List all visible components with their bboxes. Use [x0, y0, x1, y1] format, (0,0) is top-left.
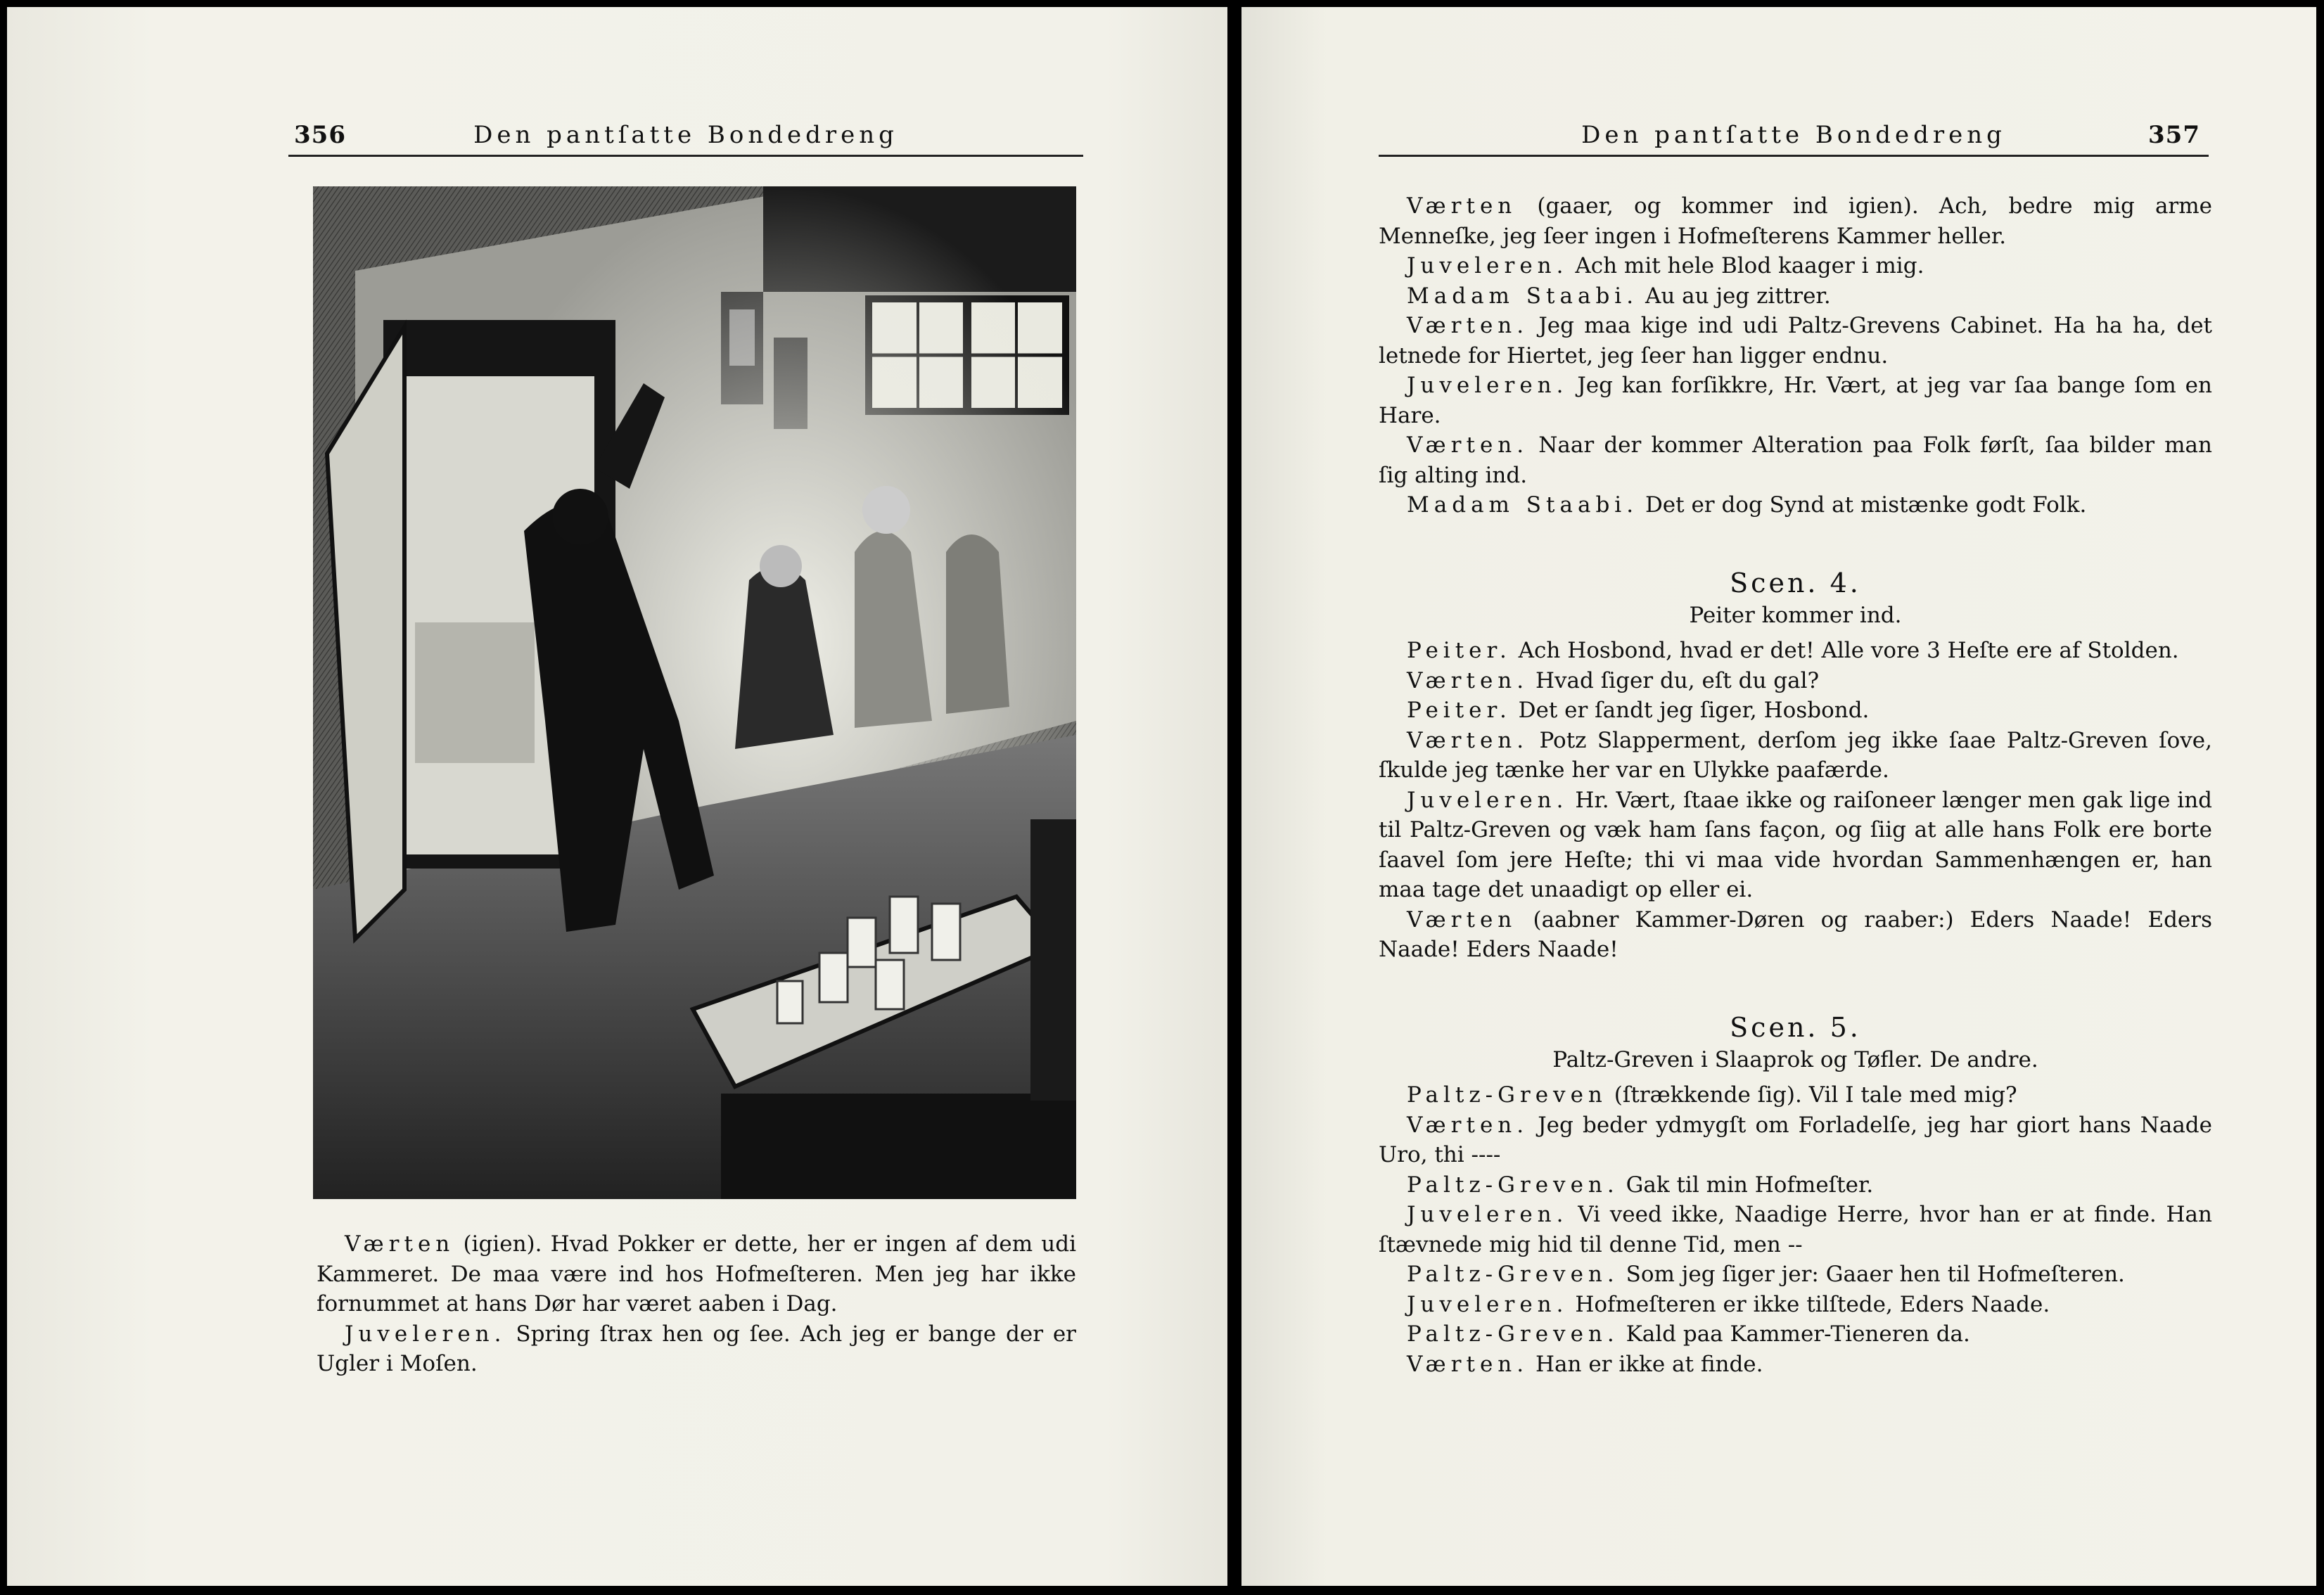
- speaker-name: Værten.: [1407, 727, 1529, 753]
- dialogue-text: (aabner Kammer-Døren og raaber:) Eders Naade! Eders Naade! Eders Naade!: [1379, 907, 2212, 962]
- speaker-name: Madam Staabi.: [1407, 283, 1639, 309]
- dialogue-line: [1379, 636, 2212, 666]
- dialogue-line: [1379, 1350, 2212, 1380]
- speaker-name: Værten: [1407, 907, 1517, 933]
- dialogue-text: Gak til min Hofmeſter.: [1626, 1172, 1874, 1198]
- speaker-name: Juveleren.: [1407, 787, 1569, 813]
- dialogue-line: [1379, 191, 2212, 251]
- dialogue-text: Naar der kommer Alteration paa Folk førſt, ſaa bilder man ſig alting ind.: [1379, 433, 2212, 488]
- dialogue-text: Spring ſtrax hen og ſee. Ach jeg er bange der er Ugler i Moſen.: [317, 1321, 1076, 1376]
- dialogue-line: [1379, 1170, 2212, 1200]
- dialogue-text: Ach mit hele Blod kaager i mig.: [1575, 253, 1924, 278]
- scene-heading: Scen. 5.: [1730, 1011, 1861, 1043]
- dialogue-text: Som jeg ſiger jer: Gaaer hen til Hofmeſteren.: [1626, 1262, 2125, 1287]
- dialogue-line: [1379, 430, 2212, 490]
- engraving-illustration: [313, 186, 1076, 1199]
- dialogue-text: Hvad ſiger du, eſt du gal?: [1535, 667, 1820, 693]
- speaker-name: Værten: [345, 1231, 455, 1257]
- dialogue-text: Jeg beder ydmygſt om Forladelſe, jeg har giort hans Naade Uro, thi ----: [1379, 1112, 2212, 1167]
- speaker-name: Juveleren.: [1407, 253, 1569, 278]
- dialogue-line: [317, 1319, 1076, 1379]
- dialogue-line: [1379, 1290, 2212, 1320]
- running-head-right: [1379, 113, 2209, 157]
- dialogue-line: [1379, 786, 2212, 905]
- dialogue-text: Han er ikke at finde.: [1535, 1351, 1763, 1377]
- left-page: [7, 7, 1227, 1586]
- page-number-right: 357: [2148, 121, 2200, 149]
- dialogue-text: Kald paa Kammer-Tieneren da.: [1626, 1321, 1970, 1347]
- speaker-name: Juveleren.: [1407, 1291, 1569, 1317]
- dialogue-line: [317, 1229, 1076, 1319]
- dialogue-text: Hr. Vært, ſtaae ikke og raiſoneer længer men gak lige ind til Paltz-Greven og væk ham ſans façon, og ſiig at alle hans Folk ere borte ſaavel ſom jere Heſte; thi vi maa vide hvordan Sammenhængen er, han maa tage det unaadigt op eller ei.: [1379, 787, 2213, 902]
- dialogue-text: Det er dog Synd at mistænke godt Folk.: [1645, 492, 2087, 518]
- dialogue-line: [1379, 251, 2212, 281]
- dialogue-text: (gaaer, og kommer ind igien). Ach, bedre mig arme Menneſke, jeg ſeer ingen i Hofmeſterens Kammer heller.: [1379, 193, 2212, 249]
- speaker-name: Juveleren.: [1407, 1202, 1569, 1227]
- speaker-name: Værten.: [1407, 1351, 1529, 1377]
- dialogue-text: Vi veed ikke, Naadige Herre, hvor han er at finde. Han ſtævnede mig hid til denne Tid, men --: [1379, 1202, 2213, 1257]
- dialogue-line: [1379, 1260, 2212, 1290]
- dialogue-line: [1379, 1319, 2212, 1350]
- scene-heading: Scen. 4.: [1730, 567, 1861, 598]
- dialogue-line: [1379, 905, 2212, 965]
- speaker-name: Paltz-Greven.: [1407, 1172, 1619, 1198]
- speaker-name: Peiter.: [1407, 638, 1512, 663]
- dialogue-line: [1379, 371, 2212, 430]
- dialogue-text: Potz Slapperment, derſom jeg ikke ſaae Paltz-Greven ſove, ſkulde jeg tænke her var en Ulykke paafærde.: [1379, 727, 2212, 783]
- dialogue-text: Hofmeſteren er ikke tilſtede, Eders Naade.: [1575, 1291, 2050, 1317]
- dialogue-line: [1379, 696, 2212, 726]
- dialogue-line: [1379, 1110, 2212, 1170]
- dialogue-line: [1379, 666, 2212, 696]
- dialogue-text: (igien). Hvad Pokker er dette, her er ingen af dem udi Kammeret. De maa være ind hos Hofmeſteren. Men jeg har ikke fornummet at hans Dør har været aaben i Dag.: [317, 1231, 1076, 1317]
- dialogue-text: Det er ſandt jeg ſiger, Hosbond.: [1518, 698, 1870, 723]
- dialogue-text: Ach Hosbond, hvad er det! Alle vore 3 Heſte ere af Stolden.: [1518, 638, 2179, 663]
- speaker-name: Værten.: [1407, 313, 1529, 338]
- left-page-text: [317, 1229, 1076, 1379]
- speaker-name: Værten.: [1407, 667, 1529, 693]
- speaker-name: Madam Staabi.: [1407, 492, 1639, 518]
- dialogue-text: Jeg maa kige ind udi Paltz-Grevens Cabinet. Ha ha ha, det letnede for Hiertet, jeg ſeer han ligger endnu.: [1379, 313, 2213, 369]
- dialogue-text: Au au jeg zittrer.: [1645, 283, 1831, 309]
- running-title-right: Den pantſatte Bondedreng: [1581, 121, 2006, 149]
- dialogue-line: [1379, 490, 2212, 520]
- page-number-left: 356: [294, 121, 346, 149]
- dialogue-text: (ſtrækkende ſig). Vil I tale med mig?: [1614, 1082, 2017, 1108]
- dialogue-text: Jeg kan forſikkre, Hr. Vært, at jeg var ſaa bange ſom en Hare.: [1379, 373, 2212, 428]
- dialogue-line: [1379, 1080, 2212, 1110]
- speaker-name: Værten.: [1407, 1112, 1529, 1138]
- speaker-name: Værten: [1407, 193, 1517, 219]
- speaker-name: Paltz-Greven: [1407, 1082, 1607, 1108]
- scene-subheading: Peiter kommer ind.: [1689, 602, 1902, 628]
- dialogue-line: [1379, 726, 2212, 786]
- dialogue-line: [1379, 311, 2212, 371]
- dialogue-line: [1379, 1200, 2212, 1260]
- scene-subheading: Paltz-Greven i Slaaprok og Tøfler. De andre.: [1552, 1046, 2038, 1072]
- speaker-name: Juveleren.: [345, 1321, 506, 1347]
- running-title-left: Den pantſatte Bondedreng: [473, 121, 898, 149]
- speaker-name: Juveleren.: [1407, 373, 1569, 398]
- right-page-text: [1379, 191, 2212, 1379]
- speaker-name: Paltz-Greven.: [1407, 1262, 1619, 1287]
- running-head-left: [288, 113, 1083, 157]
- right-page: [1241, 7, 2316, 1586]
- speaker-name: Værten.: [1407, 433, 1529, 458]
- dialogue-line: [1379, 281, 2212, 312]
- speaker-name: Peiter.: [1407, 698, 1512, 723]
- speaker-name: Paltz-Greven.: [1407, 1321, 1619, 1347]
